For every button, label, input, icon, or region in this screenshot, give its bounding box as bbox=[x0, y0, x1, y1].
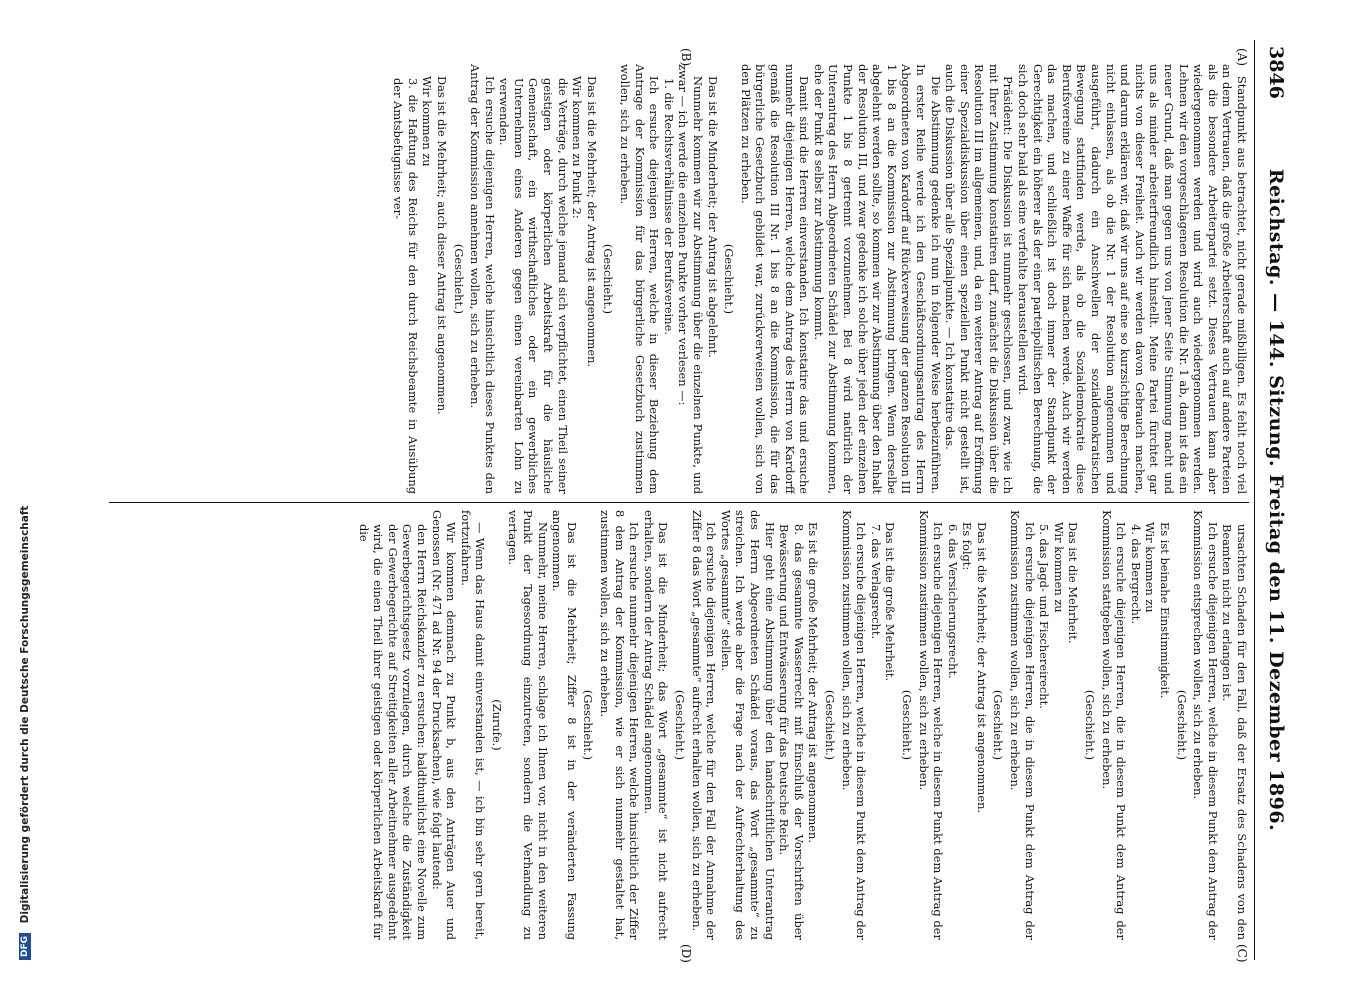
paragraph: Das ist die Minderheit; der Antrag ist abgelehnt. bbox=[705, 76, 720, 358]
paragraph: (Geschieht.) bbox=[899, 689, 914, 761]
margin-marker-d: (D) bbox=[679, 944, 693, 963]
paragraph: (Geschieht.) bbox=[722, 243, 737, 315]
footer-text: Digitalisierung gefördert durch die Deutsche Forschungsgemeinschaft bbox=[19, 505, 31, 924]
column-divider bbox=[109, 502, 1249, 503]
paragraph: Ich ersuche diejenigen Herren, welche in diesem Punkt dem Antrag der Kommission entsprechen wollen, sich zu erheben. bbox=[1191, 510, 1220, 940]
paragraph: 7. das Verlagsrecht. bbox=[868, 524, 883, 640]
paragraph: Es ist beinahe Einstimmigkeit. bbox=[1158, 522, 1173, 699]
paragraph: Wir kommen zu bbox=[420, 76, 435, 167]
paragraph: Ich ersuche diejenigen Herren, welche in diesem Punkt dem Antrag der Kommission zustimmen wollen, sich zu erheben. bbox=[916, 510, 946, 940]
margin-marker-a: (A) bbox=[1235, 48, 1249, 67]
page-header bbox=[1259, 40, 1287, 960]
paragraph: Standpunkt aus betrachtet, nicht gerade mißbilligen. Es fehlt noch viel an dem Vertrauen, daß die große Arbeiterschaft auch auf andere Parteien als die besondere Arbeiterpartei setzt. Dieses Vertrauen kann aber wiedergenommen werden und wird auch wiedergenommen werden. Lehnen wir den vorgeschlagenen Resolution die Nr. 1 ab, dann ist das ein neuer Grund, daß man gegen uns von jener Seite Stimmung macht und uns als minder arbeiterfreundlich hinstellt. Meine Partei fürchtet gar nichts von dieser Freiheit. Auch wir werden davon Gebrauch machen, und darum erklären wir, daß wir uns auf eine so kurzsichtige Berechnung nicht einlassen, als ob die Nr. 1 der Resolution angenommen und ausgeführt, dadurch ein Anschwellen der sozialdemokratischen Bewegung stattfinden werde, als ob die Sozialdemokratie diese Berufsvereine zu einer Waffe für sich machen werde. Auch wir werden das machen, und schließlich ist doch immer der Standpunkt der Gerechtigkeit ein höherer als der einer parteipolitischen Berechnung, die sich doch sehr bald als eine verfehlte herausstellen wird. bbox=[1016, 64, 1249, 494]
paragraph: Wir kommen demnach zu Punkt b, aus den Anträgen Auer und Genossen (Nr. 471 ad Nr. 94 der Drucksachen), wie folgt lautend: bbox=[429, 510, 459, 940]
paragraph: Das ist die Mehrheit. bbox=[1066, 522, 1081, 644]
paragraph: Das ist die Mehrheit; der Antrag ist angenommen. bbox=[974, 522, 989, 814]
header-rule bbox=[1254, 40, 1255, 960]
paragraph: (Geschieht.) bbox=[1174, 689, 1189, 761]
paragraph: Hier geht eine Abstimmung über den handschriftlichen Unterantrag des Herrn Abgeordneten Schädel voraus, das Wort „gesammte“ zu streichen. Ich werde aber die Frage nach der Aufrechterhaltung des Wortes „gesammte“ stellen. bbox=[718, 510, 777, 940]
paragraph: Nunmehr, meine Herren, schlage ich Ihnen vor, nicht in den weiteren Punkt der Tagesordnung einzutreten, sondern die Verhandlung zu vertagen. bbox=[506, 510, 550, 940]
paragraph: (Geschieht.) bbox=[822, 689, 837, 761]
paragraph: Das ist die Mehrheit; auch dieser Antrag ist angenommen. bbox=[434, 76, 449, 415]
paragraph: (Geschieht.) bbox=[673, 689, 688, 761]
right-text-column bbox=[109, 510, 1249, 940]
dfg-logo: DFG bbox=[19, 933, 31, 960]
paragraph: 1. die Rechtsverhältnisse der Berufsvereine. bbox=[661, 78, 676, 335]
paragraph: Ich ersuche diejenigen Herren, die in diesem Punkt dem Antrag der Kommission stattgeben wollen, sich zu erheben. bbox=[1099, 510, 1129, 940]
paragraph: 5. das Jagd- und Fischereirecht. bbox=[1037, 524, 1052, 709]
paragraph: Das ist die große Mehrheit. bbox=[883, 522, 898, 682]
paragraph: (Geschieht.) bbox=[991, 689, 1006, 761]
paragraph: den Herrn Reichskanzler zu ersuchen: baldthunlichst eine Novelle zum Gewerbegerichtsgesetz vorzulegen, durch welche die Zuständigkeit der Gewerbegerichte auf Streitigkeiten aller Arbeitnehmer ausgedehnt wird, die einen Theil ihrer geistigen oder körperlichen Arbeitskraft für die bbox=[356, 524, 429, 940]
paragraph: Ich ersuche nunmehr diejenigen Herren, welche hinsichtlich der Ziffer 8 dem Antrag der Kommission, wie er sich nunmehr gestaltet hat, zustimmen wollen, sich zu erheben. bbox=[598, 510, 642, 940]
paragraph: Das ist die Mehrheit; Ziffer 8 ist in der veränderten Fassung angenommen. bbox=[550, 510, 579, 940]
paragraph: Wir kommen zu bbox=[1051, 522, 1066, 613]
paragraph: Wir kommen zu bbox=[1143, 522, 1158, 613]
paragraph: Präsident: Die Diskussion ist nunmehr geschlossen, und zwar, wie ich mit Ihrer Zustimmung konstatiren darf, zunächst die Diskussion über die Resolution III im allgemeinen, und, da ein weiterer Antrag auf Eröffnung einer Spezialdiskussion über einen speziellen Punkt nicht gestellt ist, auch die Diskussion über alle Spezialpunkte. — Ich konstatire das. bbox=[943, 64, 1016, 494]
margin-marker-b: (B) bbox=[679, 48, 693, 67]
paragraph: (Geschieht.) bbox=[581, 689, 596, 761]
paragraph: 3. die Haftung des Reichs für den durch Reichsbeamte in Ausübung der Amtsbefugnisse ver- bbox=[391, 78, 420, 494]
paragraph: Es folgt: bbox=[960, 522, 975, 571]
paragraph: Ich ersuche diejenigen Herren, welche hinsichtlich dieses Punktes den Antrag der Kommission annehmen wollen, sich zu erheben. bbox=[468, 64, 497, 494]
paragraph: ursachten Schaden für den Fall, daß der Ersatz des Schadens von den Beamten nicht zu erlangen ist. bbox=[1220, 524, 1249, 940]
left-text-column bbox=[109, 64, 1249, 494]
paragraph: die Verträge, durch welche jemand sich verpflichtet, einen Theil seiner geistigen oder körperlichen Arbeitskraft für die häusliche Gemeinschaft, ein wirthschaftliches oder ein gewerbliches Unternehmen eines Anderen gegen einen vereinbarten Lohn zu verwenden. bbox=[497, 78, 570, 494]
paragraph: Nunmehr kommen wir zur Abstimmung über die einzelnen Punkte, und zwar — ich werde die einzelnen Punkte vorher verlesen —: bbox=[676, 64, 706, 494]
paragraph: 4. das Bergrecht. bbox=[1128, 524, 1143, 624]
margin-marker-c: (C) bbox=[1235, 944, 1249, 963]
paragraph: — Wenn das Haus damit einverstanden ist, — ich bin sehr gern bereit, fortzufahren. bbox=[458, 510, 488, 940]
paragraph: Ich ersuche diejenigen Herren, welche in dieser Beziehung dem Antrage der Kommission für das bürgerliche Gesetzbuch zustimmen wollen, sich zu erheben. bbox=[618, 64, 662, 494]
paragraph: Damit sind die Herren einverstanden. Ich konstatire das und ersuche nunmehr diejenigen Herren, welche dem Antrag des Herrn von Kardorff gemäß die Resolution III Nr. 1 bis 8 an die Kommission, die für das bürgerliche Gesetzbuch gebildet war, zurückverweisen wollen, sich von den Plätzen zu erheben. bbox=[738, 64, 812, 494]
page-number: 3846 bbox=[1265, 46, 1287, 99]
paragraph: 8. das gesammte Wasserrecht mit Einschluß der Vorschriften über Bewässerung und Entwässerung für das Deutsche Reich. bbox=[777, 524, 806, 940]
paragraph: Ich ersuche diejenigen Herren, die in diesem Punkt dem Antrag der Kommission zustimmen wollen, sich zu erheben. bbox=[1008, 510, 1037, 940]
paragraph: (Geschieht.) bbox=[451, 243, 466, 315]
paragraph: Es ist die große Mehrheit; der Antrag ist angenommen. bbox=[806, 522, 821, 843]
paragraph: Ich ersuche diejenigen Herren, welche für den Fall der Annahme der Ziffer 8 das Wort „gesammte“ aufrecht erhalten wollen, sich zu erheben. bbox=[689, 510, 719, 940]
paragraph: (Zurufe.) bbox=[489, 699, 504, 751]
paragraph: Wir kommen zu Punkt 2: bbox=[570, 76, 585, 219]
footer-credit bbox=[19, 40, 31, 960]
paragraph: Ich ersuche diejenigen Herren, welche in diesem Punkt dem Antrag der Kommission zustimmen wollen, sich zu erheben. bbox=[839, 510, 869, 940]
paragraph: 6. das Versicherungsrecht. bbox=[945, 524, 960, 679]
paragraph: Die Abstimmung gedenke ich nun in folgender Weise herbeizuführen. In erster Reihe werde ich den Geschäftsordnungsantrag des Herrn Abgeordneten von Kardorff auf Rückverweisung der ganzen Resolution III 1 bis 8 an die Kommission zur Abstimmung bringen. Wenn derselbe abgelehnt werden sollte, so kommen wir zur Abstimmung über den Inhalt der Resolution III, und zwar gedenke ich solche über jeden der einzelnen Punkte 1 bis 8 getrennt vorzunehmen. Bei 8 wird natürlich der Unterantrag des Herrn Abgeordneten Schädel zur Abstimmung kommen, ehe der Punkt 8 selbst zur Abstimmung kommt. bbox=[811, 64, 943, 494]
running-title: Reichstag. — 144. Sitzung. Freitag den 11. Dezember 1896. bbox=[1265, 168, 1287, 832]
paragraph: (Geschieht.) bbox=[1083, 689, 1098, 761]
paragraph: Das ist die Mehrheit; der Antrag ist angenommen. bbox=[584, 76, 599, 368]
paragraph: (Geschieht.) bbox=[601, 243, 616, 315]
paragraph: Das ist die Minderheit; das Wort „gesammte“ ist nicht aufrecht erhalten, sondern der Antrag Schädel angenommen. bbox=[641, 510, 671, 940]
